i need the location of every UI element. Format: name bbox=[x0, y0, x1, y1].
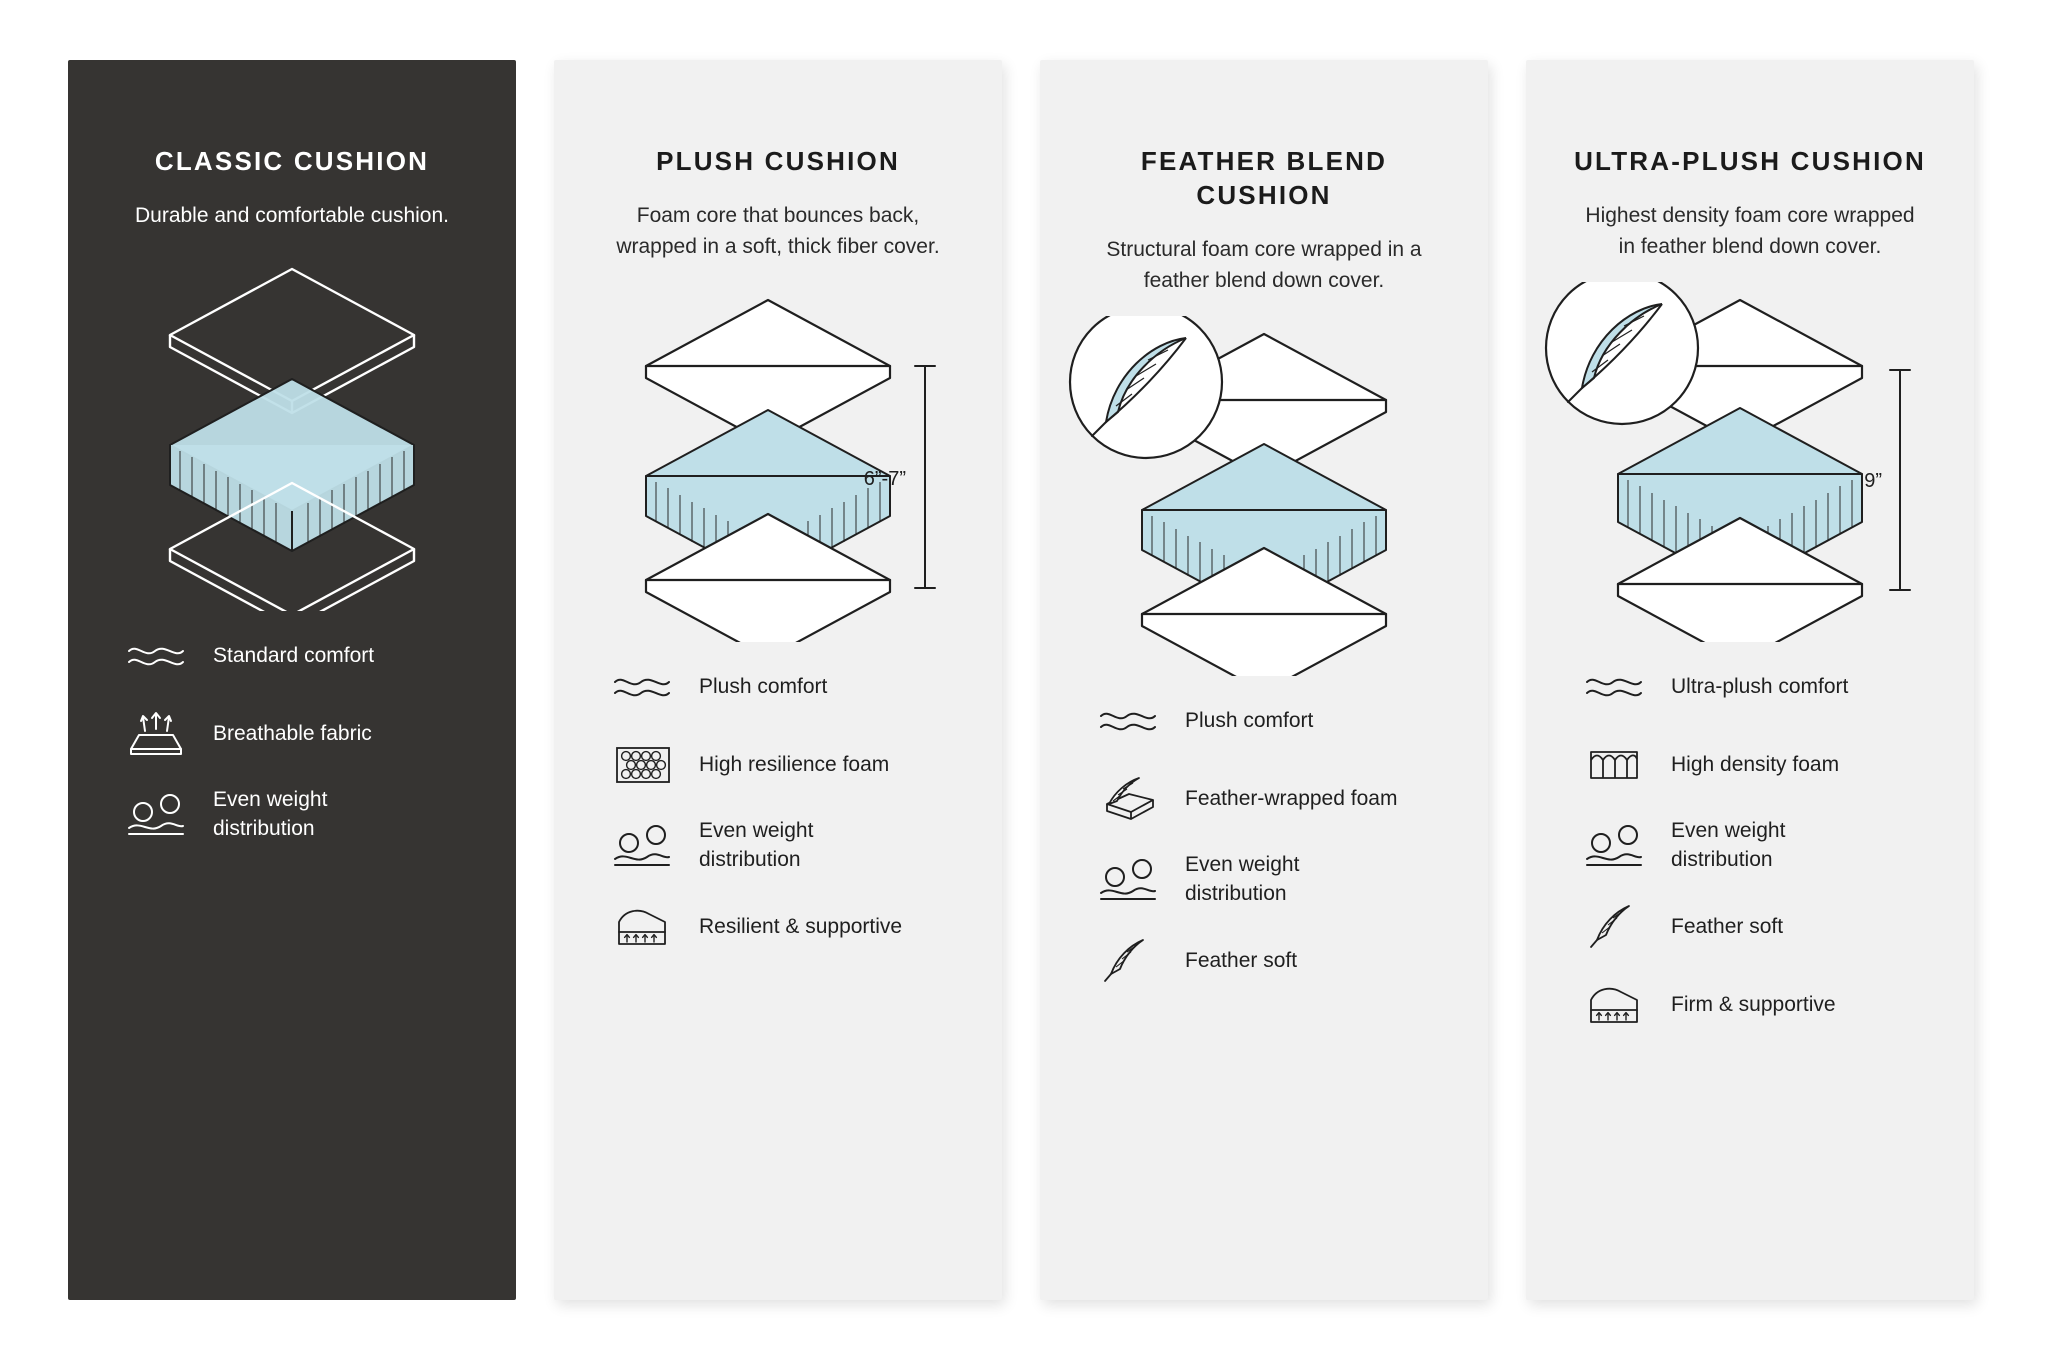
page-title: ULTRA-PLUSH CUSHION bbox=[1574, 146, 1926, 176]
list-item bbox=[1577, 978, 1937, 1030]
feature-list bbox=[1577, 660, 1937, 1030]
feature-label: Breathable fabric bbox=[213, 721, 372, 745]
feather-badge-icon bbox=[1070, 316, 1222, 458]
feature-label: Feather soft bbox=[1185, 948, 1298, 972]
feature-label: Ultra-plush comfort bbox=[1671, 674, 1849, 698]
exploded-cushion-illustration bbox=[68, 251, 516, 611]
wave-comfort-icon bbox=[119, 629, 193, 681]
wave-comfort-icon bbox=[1577, 660, 1651, 712]
exploded-cushion-illustration bbox=[554, 282, 1002, 642]
supportive-seat-icon bbox=[1577, 978, 1651, 1030]
card-plush-cushion bbox=[554, 60, 1002, 1300]
feature-label: Plush comfort bbox=[699, 674, 828, 698]
card-ultra-plush-cushion bbox=[1526, 60, 1974, 1300]
list-item bbox=[605, 816, 965, 874]
breathable-fabric-icon bbox=[119, 707, 193, 759]
even-weight-icon bbox=[1091, 853, 1165, 905]
list-item bbox=[1577, 900, 1937, 952]
feature-label: Even weight distribution bbox=[1185, 853, 1300, 905]
feature-label: Even weight distribution bbox=[213, 788, 328, 840]
feature-label: Resilient & supportive bbox=[699, 914, 903, 938]
feature-label: Feather soft bbox=[1671, 914, 1784, 938]
card-feather-blend-cushion bbox=[1040, 60, 1488, 1300]
list-item bbox=[1577, 660, 1937, 712]
exploded-cushion-illustration bbox=[1526, 282, 1974, 642]
card-classic-cushion bbox=[68, 60, 516, 1300]
even-weight-icon bbox=[119, 788, 193, 840]
list-item bbox=[1091, 694, 1451, 746]
feature-label: Even weight distribution bbox=[699, 819, 814, 871]
list-item bbox=[1091, 850, 1451, 908]
feather-wrapped-foam-icon bbox=[1091, 772, 1165, 824]
feature-label: Feather-wrapped foam bbox=[1185, 786, 1398, 810]
list-item bbox=[605, 660, 965, 712]
honeycomb-foam-icon bbox=[605, 738, 679, 790]
feature-label: Even weight distribution bbox=[1671, 819, 1786, 871]
supportive-seat-icon bbox=[605, 900, 679, 952]
feature-label: Standard comfort bbox=[213, 643, 375, 667]
feature-list bbox=[605, 660, 965, 952]
page-title: PLUSH CUSHION bbox=[656, 146, 900, 176]
card-description: Highest density foam core wrapped in feather blend down cover. bbox=[1585, 204, 1915, 258]
feature-label: Plush comfort bbox=[1185, 708, 1314, 732]
feature-label: Firm & supportive bbox=[1671, 992, 1836, 1016]
exploded-cushion-illustration bbox=[1040, 316, 1488, 676]
list-item bbox=[1091, 934, 1451, 986]
list-item bbox=[119, 629, 479, 681]
feature-list bbox=[119, 629, 479, 843]
list-item bbox=[605, 900, 965, 952]
feather-badge-icon bbox=[1546, 282, 1698, 424]
card-description: Foam core that bounces back, wrapped in a soft, thick fiber cover. bbox=[616, 204, 940, 258]
wave-comfort-icon bbox=[605, 660, 679, 712]
dimension-label: 6”-7” bbox=[863, 468, 906, 490]
list-item bbox=[1577, 738, 1937, 790]
list-item bbox=[1091, 772, 1451, 824]
page-title: CLASSIC CUSHION bbox=[154, 146, 430, 176]
feature-label: High density foam bbox=[1671, 752, 1840, 776]
list-item bbox=[605, 738, 965, 790]
list-item bbox=[1577, 816, 1937, 874]
feather-icon bbox=[1091, 934, 1165, 986]
feature-label: High resilience foam bbox=[699, 752, 890, 776]
feature-list bbox=[1091, 694, 1451, 986]
card-description: Durable and comfortable cushion. bbox=[134, 204, 449, 227]
list-item bbox=[119, 707, 479, 759]
high-density-foam-icon bbox=[1577, 738, 1651, 790]
list-item bbox=[119, 785, 479, 843]
even-weight-icon bbox=[605, 819, 679, 871]
page-title: FEATHER BLEND CUSHION bbox=[1140, 146, 1388, 210]
wave-comfort-icon bbox=[1091, 694, 1165, 746]
card-description: Structural foam core wrapped in a feather blend down cover. bbox=[1106, 238, 1422, 292]
feather-icon bbox=[1577, 900, 1651, 952]
dimension-label: 9” bbox=[1864, 470, 1882, 492]
even-weight-icon bbox=[1577, 819, 1651, 871]
